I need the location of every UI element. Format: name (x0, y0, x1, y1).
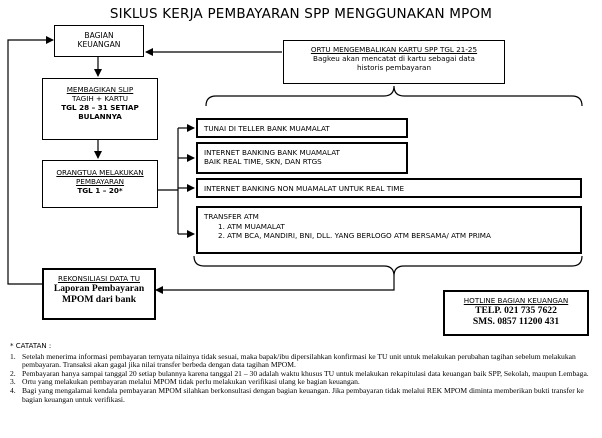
hotline-sms: SMS. 0857 11200 431 (472, 316, 560, 327)
notes-section (10, 342, 598, 404)
ortu-heading: ORTU MENGEMBALIKAN KARTU SPP TGL 21-25 (310, 45, 478, 54)
option-transfer-item-1: 1. ATM MUAMALAT (218, 222, 285, 231)
membagikan-date1: TGL 28 – 31 SETIAP (61, 103, 139, 112)
option-transfer-item-2: 2. ATM BCA, MANDIRI, BNI, DLL. YANG BERLOGO ATM BERSAMA/ ATM PRIMA (218, 231, 491, 240)
membagikan-heading2: TAGIH + KARTU (72, 94, 128, 103)
orangtua-heading2: PEMBAYARAN (75, 177, 125, 186)
bagian-keuangan-box (54, 25, 144, 57)
option-ib-non-box (196, 178, 582, 198)
note-number: 3. (10, 377, 16, 387)
orangtua-pembayaran-box (42, 160, 158, 208)
option-ib-muamalat-line2: BAIK REAL TIME, SKN, DAN RTGS (204, 157, 322, 166)
bottom-brace (194, 256, 582, 276)
option-tunai-label: TUNAI DI TELLER BANK MUAMALAT (204, 124, 330, 133)
diagram-title: SIKLUS KERJA PEMBAYARAN SPP MENGGUNAKAN MPOM (109, 6, 493, 22)
ortu-line2: historis pembayaran (356, 63, 432, 72)
top-brace (206, 86, 582, 106)
option-transfer-heading: TRANSFER ATM (204, 212, 259, 221)
note-text: Pembayaran hanya sampai tanggal 20 setiap bulannya karena tanggal 21 – 30 adalah waktu khusus TU untuk melakukan rekapitulasi data keuangan baik SPP, Sekolah, maupun Lembaga. (22, 368, 589, 378)
rekonsiliasi-heading: REKONSILIASI DATA TU (57, 274, 141, 283)
notes-heading: * CATATAN : (10, 342, 52, 350)
ortu-mengembalikan-box (283, 40, 505, 84)
rekonsiliasi-line2: MPOM dari bank (61, 294, 137, 305)
membagikan-slip-box (42, 78, 158, 140)
option-tunai-box (196, 118, 408, 138)
note-item (10, 353, 598, 370)
ortu-line1: Bagkeu akan mencatat di kartu sebagai data (313, 54, 475, 63)
arrow-to-rekonsiliasi (156, 276, 394, 290)
rekonsiliasi-line1: Laporan Pembayaran (53, 283, 145, 294)
rekonsiliasi-box (42, 268, 156, 320)
membagikan-date2: BULANNYA (78, 112, 122, 121)
note-text: Ortu yang melakukan pembayaran melalui MPOM tidak perlu melakukan verifikasi ulang ke bagian keuangan. (22, 377, 360, 387)
hotline-box (443, 290, 589, 336)
note-item (10, 387, 598, 404)
option-transfer-box (196, 206, 582, 254)
orangtua-heading1: ORANGTUA MELAKUKAN (56, 168, 144, 177)
option-ib-muamalat-line1: INTERNET BANKING BANK MUAMALAT (204, 148, 340, 157)
membagikan-heading1: MEMBAGIKAN SLIP (66, 85, 134, 94)
note-number: 1. (10, 351, 16, 361)
note-text: Bagi yang mengalamai kendala pembayaran MPOM silahkan berkonsultasi dengan bagian keuangan. Jika pembayaran tidak melalui REK MPOM diminta memberikan bukti transfer ke bagian keuangan untuk verifikasi. (22, 385, 584, 404)
orangtua-date: TGL 1 – 20* (77, 186, 123, 195)
bagian-keuangan-line2: KEUANGAN (77, 40, 121, 50)
note-number: 2. (10, 368, 16, 378)
option-ib-non-label: INTERNET BANKING NON MUAMALAT UNTUK REAL TIME (204, 184, 404, 193)
note-number: 4. (10, 385, 16, 395)
note-text: Setelah menerima informasi pembayaran ternyata nilainya tidak sesuai, maka bapak/ibu dipersilahkan konfirmasi ke TU unit untuk melakukan perubahan tagihan sebelum melakukan pembayaran. Transaksi akan gagal jika nilai transfer berbeda dengan data tagihan MPOM. (22, 351, 576, 370)
bagian-keuangan-line1: BAGIAN (84, 31, 114, 40)
option-ib-muamalat-box (196, 142, 408, 174)
hotline-telp: TELP. 021 735 7622 (475, 305, 557, 316)
hotline-heading: HOTLINE BAGIAN KEUANGAN (463, 296, 569, 305)
